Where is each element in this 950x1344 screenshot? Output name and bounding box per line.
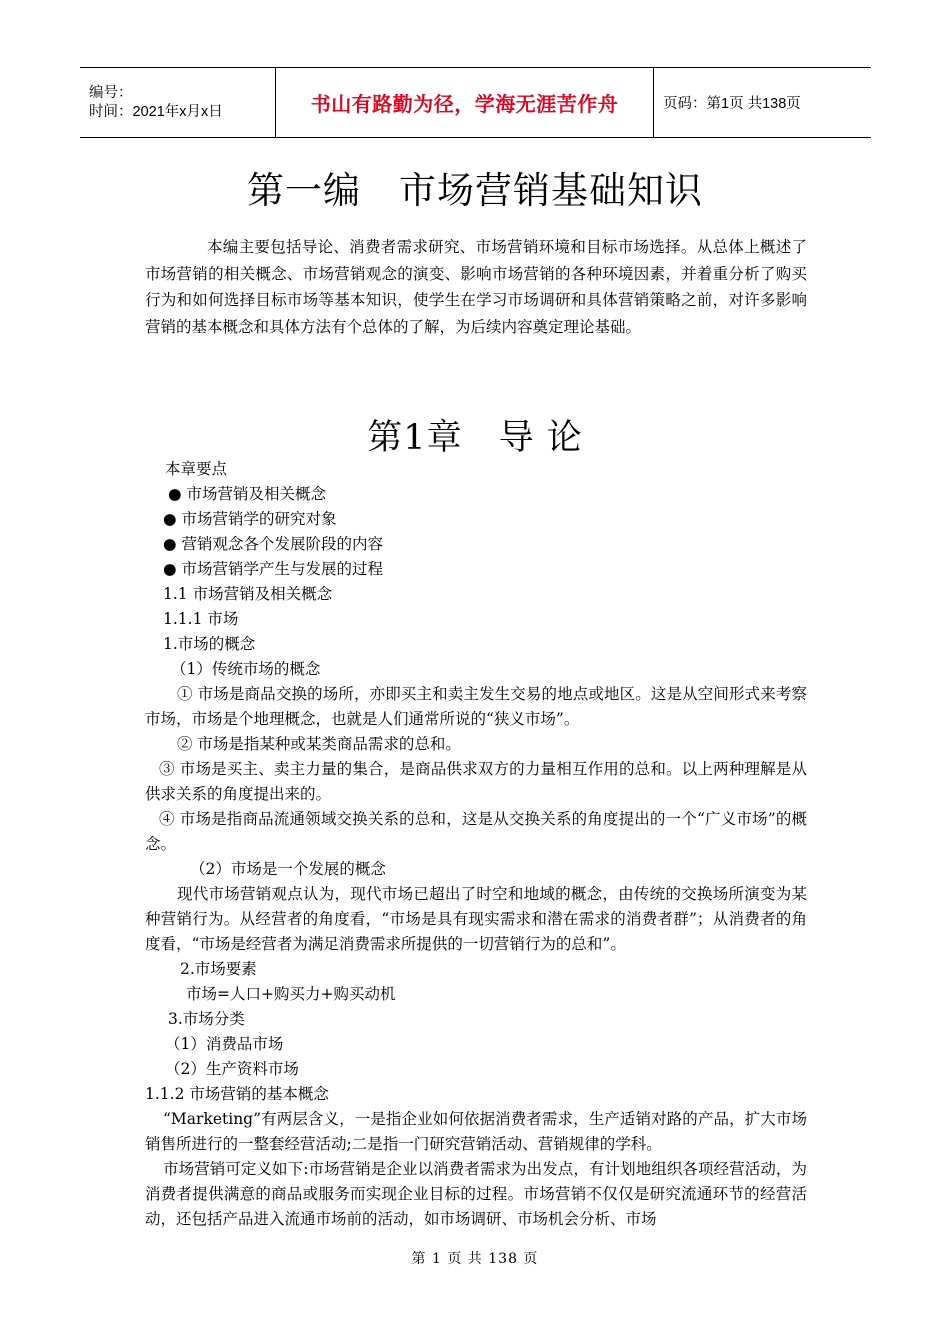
bullet-item: ● 市场营销学的研究对象 (163, 510, 337, 528)
section-heading: 1.1 市场营销及相关概念 (163, 585, 333, 603)
key-points-label: 本章要点 (165, 460, 228, 478)
bullet-item: ● 市场营销学产生与发展的过程 (163, 560, 383, 578)
classification-item: （1）消费品市场 (165, 1035, 284, 1053)
bullet-item: ● 市场营销及相关概念 (168, 485, 326, 503)
subsection-heading: 1.1.1 市场 (163, 610, 239, 628)
header-motto: 书山有路勤为径，学海无涯苦作舟 (310, 92, 619, 116)
header-page-label: 页码：第1页 共138页 (663, 96, 801, 112)
paragraph-2: ② 市场是指某种或某类商品需求的总和。 (177, 735, 461, 753)
market-formula: 市场=人口+购买力+购买动机 (186, 985, 396, 1003)
heading-market-concept: 1.市场的概念 (163, 635, 256, 653)
paragraph-1: ① 市场是商品交换的场所，亦即买主和卖主发生交易的地点或地区。这是从空间形式来考察市场，市场是个地理概念，也就是人们通常所说的“狭义市场”。 (145, 685, 807, 728)
header-page-cell (654, 68, 871, 137)
paragraph-3: ③ 市场是买主、卖主力量的集合，是商品供求双方的力量相互作用的总和。以上两种理解是从供求关系的角度提出来的。 (145, 760, 807, 803)
subsection-heading: 1.1.2 市场营销的基本概念 (145, 1085, 329, 1103)
classification-item: （2）生产资料市场 (165, 1060, 299, 1078)
chapter-title: 第1章 导 论 (367, 418, 583, 458)
bullet-item: ● 营销观念各个发展阶段的内容 (163, 535, 383, 553)
header-meta (80, 68, 276, 137)
paragraph-6: “Marketing”有两层含义，一是指企业如何依据消费者需求，生产适销对路的产品，扩大市场销售所进行的一整套经营活动;二是指一门研究营销活动、营销规律的学科。 (145, 1110, 807, 1153)
paragraph-5: 现代市场营销观点认为，现代市场已超出了时空和地域的概念，由传统的交换场所演变为某种营销行为。从经营者的角度看，“市场是具有现实需求和潜在需求的消费者群”；从消费者的角度看，“市场是经营者为满足消费需求所提供的一切营销行为的总和”。 (145, 885, 807, 953)
part-title: 第一编 市场营销基础知识 (247, 169, 703, 212)
heading-traditional-market-text: （1）传统市场的概念 (171, 660, 321, 678)
paragraph-7: 市场营销可定义如下:市场营销是企业以消费者需求为出发点，有计划地组织各项经营活动，为消费者提供满意的商品或服务而实现企业目标的过程。市场营销不仅仅是研究流通环节的经营活动，还包括产品进入流通市场前的活动，如市场调研、市场机会分析、市场 (145, 1160, 807, 1228)
heading-developing-market: （2）市场是一个发展的概念 (190, 860, 386, 878)
header-motto-cell (276, 68, 654, 137)
header-number-label: 编号： (89, 84, 133, 101)
heading-market-classification: 3.市场分类 (168, 1010, 245, 1028)
page-header (80, 67, 871, 138)
page-footer: 第 1 页 共 138 页 (411, 1251, 539, 1267)
paragraph-4: ④ 市场是指商品流通领域交换关系的总和，这是从交换关系的角度提出的一个“广义市场”的概念。 (145, 810, 807, 853)
heading-market-elements: 2.市场要素 (180, 960, 257, 978)
intro-paragraph: 本编主要包括导论、消费者需求研究、市场营销环境和目标市场选择。从总体上概述了市场营销的相关概念、市场营销观念的演变、影响市场营销的各种环境因素，并着重分析了购买行为和如何选择目标市场等基本知识，使学生在学习市场调研和具体营销策略之前，对许多影响营销的基本概念和具体方法有个总体的了解，为后续内容奠定理论基础。 (145, 238, 807, 336)
header-time-label: 时间：2021年x月x日 (89, 103, 223, 120)
